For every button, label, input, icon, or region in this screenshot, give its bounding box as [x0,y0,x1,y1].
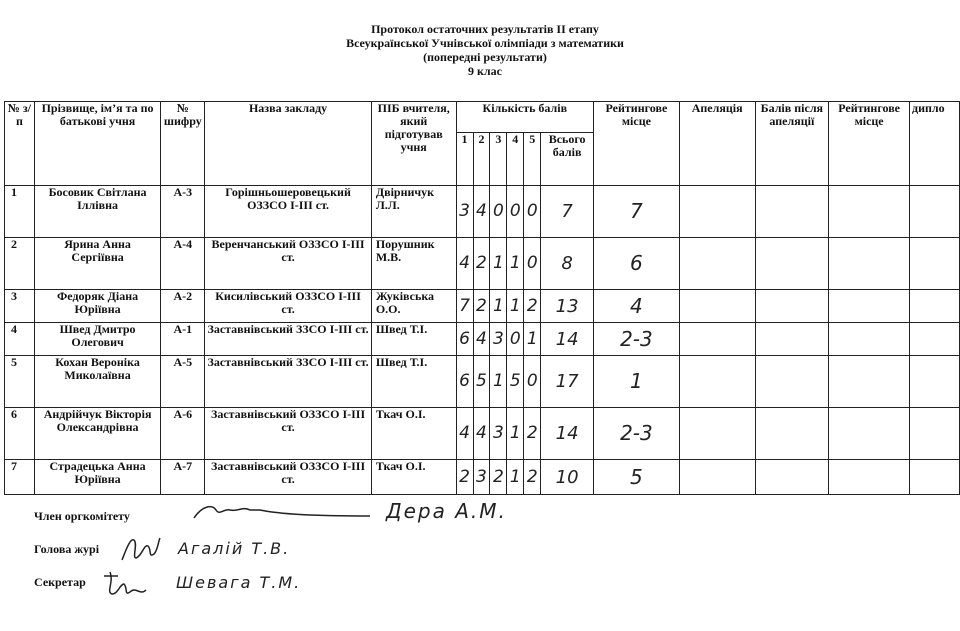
score-problem-1: 6 [456,323,473,356]
student-name: Андрійчук Вікторія Олександрівна [34,408,160,460]
document-title [300,22,670,78]
teacher-name: Двірничук Л.Л. [371,186,456,238]
school-name: Горішньошеровецький ОЗЗСО І-ІІІ ст. [205,186,372,238]
signature-name-secretary: Шевага Т.М. [176,573,302,592]
points-after-appeal-cell [755,408,829,460]
score-problem-3: 0 [490,186,507,238]
score-problem-4: 1 [507,290,524,323]
score-problem-1: 7 [456,290,473,323]
score-problem-1: 2 [456,460,473,495]
student-name: Кохан Вероніка Миколаївна [34,356,160,408]
score-problem-2: 4 [473,323,490,356]
cipher-code: А-7 [161,460,205,495]
teacher-name: Швед Т.І. [371,323,456,356]
score-problem-5: 2 [524,290,541,323]
header-diploma: дипло [910,102,960,186]
score-problem-2: 2 [473,238,490,290]
header-problem-1: 1 [456,133,473,186]
student-name: Страдецька Анна Юріївна [34,460,160,495]
rank-place: 4 [594,290,680,323]
signature-label-jury: Голова журі [34,542,100,556]
table-row [5,186,960,238]
rank-place: 1 [594,356,680,408]
appeal-cell [679,238,755,290]
diploma-cell [910,323,960,356]
header-total: Всього балів [541,133,594,186]
header-school: Назва закладу [205,102,372,186]
rank-place: 2-3 [594,323,680,356]
table-row [5,460,960,495]
rank-place: 6 [594,238,680,290]
diploma-cell [910,238,960,290]
score-total: 10 [541,460,594,495]
table-row [5,408,960,460]
score-problem-4: 1 [507,408,524,460]
school-name: Заставнівський ЗЗСО І-ІІІ ст. [205,323,372,356]
points-after-appeal-cell [755,238,829,290]
signature-name-member: Дера А.М. [386,499,507,523]
signature-scribble-member [190,496,380,528]
title-line-3: (попередні результати) [423,50,547,64]
header-num: № з/п [5,102,35,186]
score-problem-4: 0 [507,323,524,356]
score-problem-5: 2 [524,460,541,495]
header-problem-5: 5 [524,133,541,186]
score-total: 14 [541,408,594,460]
score-total: 8 [541,238,594,290]
score-problem-2: 3 [473,460,490,495]
header-problem-2: 2 [473,133,490,186]
points-after-appeal-cell [755,290,829,323]
diploma-cell [910,460,960,495]
rank-place: 7 [594,186,680,238]
header-rank-after-appeal: Рейтингове місце [829,102,910,186]
rank-place: 2-3 [594,408,680,460]
cipher-code: А-5 [161,356,205,408]
points-after-appeal-cell [755,460,829,495]
score-total: 14 [541,323,594,356]
score-problem-1: 4 [456,238,473,290]
header-rank: Рейтингове місце [594,102,680,186]
appeal-cell [679,408,755,460]
student-name: Босовик Світлана Іллівна [34,186,160,238]
score-problem-5: 2 [524,408,541,460]
teacher-name: Швед Т.І. [371,356,456,408]
score-problem-3: 1 [490,238,507,290]
header-after-appeal: Балів після апеляції [755,102,829,186]
school-name: Кисилівський ОЗЗСО І-ІІІ ст. [205,290,372,323]
row-number: 6 [5,408,35,460]
diploma-cell [910,356,960,408]
teacher-name: Ткач О.І. [371,408,456,460]
points-after-appeal-cell [755,356,829,408]
score-problem-2: 4 [473,408,490,460]
signature-label-secretary: Секретар [34,575,86,589]
score-problem-5: 1 [524,323,541,356]
points-after-appeal-cell [755,186,829,238]
cipher-code: А-2 [161,290,205,323]
appeal-cell [679,290,755,323]
rank-after-appeal-cell [829,408,910,460]
score-problem-4: 0 [507,186,524,238]
rank-place: 5 [594,460,680,495]
table-row [5,290,960,323]
signature-scribble-jury [118,532,162,566]
header-points: Кількість балів [456,102,593,133]
school-name: Заставнівський ОЗЗСО І-ІІІ ст. [205,460,372,495]
header-teacher: ПІБ вчителя, який підготував учня [371,102,456,186]
table-row [5,323,960,356]
header-problem-3: 3 [490,133,507,186]
diploma-cell [910,408,960,460]
signature-label-member: Член оргкомітету [34,509,130,523]
row-number: 2 [5,238,35,290]
teacher-name: Порушник М.В. [371,238,456,290]
title-line-2: Всеукраїнської Учнівської олімпіади з математики [346,36,624,50]
teacher-name: Ткач О.І. [371,460,456,495]
diploma-cell [910,186,960,238]
score-problem-2: 5 [473,356,490,408]
score-total: 17 [541,356,594,408]
student-name: Ярина Анна Сергіївна [34,238,160,290]
score-problem-5: 0 [524,356,541,408]
appeal-cell [679,186,755,238]
score-problem-3: 3 [490,323,507,356]
appeal-cell [679,323,755,356]
score-problem-4: 1 [507,460,524,495]
score-problem-2: 4 [473,186,490,238]
score-problem-1: 6 [456,356,473,408]
school-name: Веренчанський ОЗЗСО І-ІІІ ст. [205,238,372,290]
row-number: 4 [5,323,35,356]
school-name: Заставнівський ЗЗСО І-ІІІ ст. [205,356,372,408]
table-row [5,356,960,408]
row-number: 3 [5,290,35,323]
score-problem-5: 0 [524,238,541,290]
score-problem-2: 2 [473,290,490,323]
rank-after-appeal-cell [829,323,910,356]
rank-after-appeal-cell [829,186,910,238]
row-number: 7 [5,460,35,495]
score-total: 7 [541,186,594,238]
signature-name-jury: Агалій Т.В. [178,539,291,558]
student-name: Швед Дмитро Олегович [34,323,160,356]
appeal-cell [679,460,755,495]
score-problem-3: 1 [490,356,507,408]
rank-after-appeal-cell [829,290,910,323]
header-problem-4: 4 [507,133,524,186]
row-number: 1 [5,186,35,238]
appeal-cell [679,356,755,408]
score-problem-3: 1 [490,290,507,323]
score-total: 13 [541,290,594,323]
cipher-code: А-3 [161,186,205,238]
rank-after-appeal-cell [829,460,910,495]
rank-after-appeal-cell [829,238,910,290]
points-after-appeal-cell [755,323,829,356]
teacher-name: Жуківська О.О. [371,290,456,323]
row-number: 5 [5,356,35,408]
cipher-code: А-4 [161,238,205,290]
results-table [4,101,960,495]
header-name: Прізвище, ім’я та по батькові учня [34,102,160,186]
score-problem-5: 0 [524,186,541,238]
title-line-1: Протокол остаточних результатів ІІ етапу [371,22,599,36]
score-problem-3: 2 [490,460,507,495]
signature-scribble-secretary [100,566,154,600]
diploma-cell [910,290,960,323]
title-line-4: 9 клас [468,64,502,78]
rank-after-appeal-cell [829,356,910,408]
student-name: Федоряк Діана Юріївна [34,290,160,323]
header-row [5,102,960,133]
table-row [5,238,960,290]
cipher-code: А-1 [161,323,205,356]
header-appeal: Апеляція [679,102,755,186]
header-code: № шифру [161,102,205,186]
cipher-code: А-6 [161,408,205,460]
score-problem-3: 3 [490,408,507,460]
score-problem-4: 5 [507,356,524,408]
score-problem-1: 4 [456,408,473,460]
school-name: Заставнівський ОЗЗСО І-ІІІ ст. [205,408,372,460]
score-problem-1: 3 [456,186,473,238]
score-problem-4: 1 [507,238,524,290]
